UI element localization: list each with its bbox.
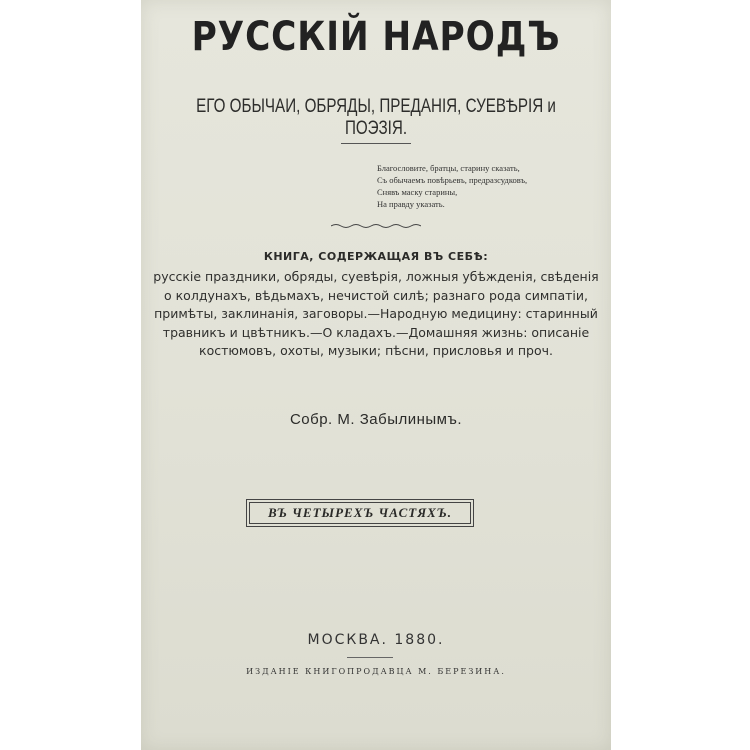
epigraph-line: Съ обычаемъ повѣрьевъ, предразсудковъ, — [377, 175, 528, 185]
epigraph-line: Снявъ маску старины, — [377, 187, 458, 197]
contents-paragraph — [141, 268, 611, 361]
epigraph-line: На правду указать. — [377, 199, 445, 209]
compiler-credit: Собр. М. Забылинымъ. — [289, 411, 463, 428]
book-subtitle: ЕГО ОБЫЧАИ, ОБРЯДЫ, ПРЕДАНІЯ, СУЕВѢРІЯ и ПОЭЗІЯ. — [196, 96, 556, 139]
epigraph — [377, 162, 607, 210]
contents-line: травникъ и цвѣтникъ.—О кладахъ.—Домашняя жизнь: описаніе — [162, 324, 590, 340]
divider-rule — [341, 143, 411, 144]
title-page — [141, 0, 611, 750]
contents-heading: КНИГА, СОДЕРЖАЩАЯ ВЪ СЕБѢ: — [263, 250, 489, 263]
book-title: РУССКІЙ НАРОДЪ — [191, 14, 561, 60]
contents-line: русскіе праздники, обряды, суевѣрія, ложныя убѣжденія, свѣденія — [153, 269, 599, 284]
imprint-city-year: МОСКВА. 1880. — [307, 632, 445, 648]
publisher-line: ИЗДАНІЕ КНИГОПРОДАВЦА М. БЕРЕЗИНА. — [246, 667, 506, 676]
ornamental-divider — [331, 222, 421, 230]
contents-line: костюмовъ, охоты, музыки; пѣсни, присловья и проч. — [199, 343, 553, 358]
divider-rule — [347, 657, 393, 658]
parts-label: ВЪ ЧЕТЫРЕХЪ ЧАСТЯХЪ. — [249, 502, 471, 524]
contents-line: примѣты, заклинанія, заговоры.—Народную медицину: старинный — [154, 306, 598, 321]
epigraph-line: Благословите, братцы, старину сказать, — [377, 163, 520, 173]
contents-line: о колдунахъ, вѣдьмахъ, нечистой силѣ; разнаго рода симпатіи, — [164, 287, 588, 303]
